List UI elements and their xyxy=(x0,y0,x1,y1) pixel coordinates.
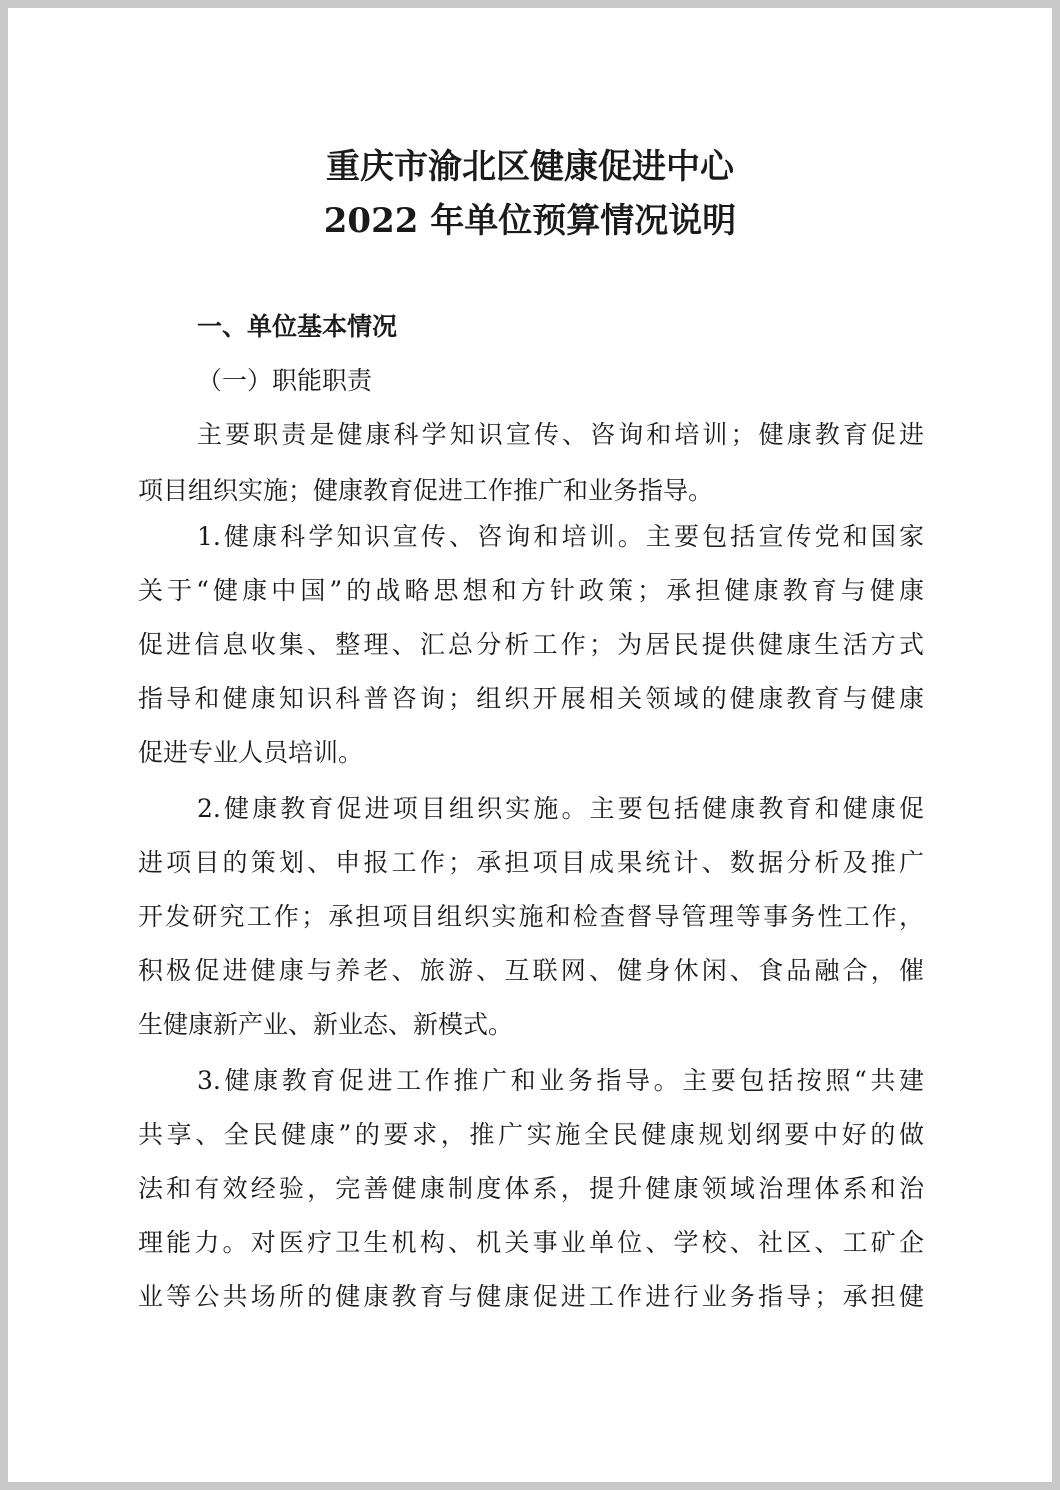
body-text-line: 开发研究工作；承担项目组织实施和检查督导管理等事务性工作， xyxy=(138,902,924,931)
body-text-line: 促进信息收集、整理、汇总分析工作；为居民提供健康生活方式 xyxy=(138,630,924,659)
body-text-line: 生健康新产业、新业态、新模式。 xyxy=(138,1010,514,1039)
subsection-heading: （一）职能职责 xyxy=(197,366,373,395)
body-text-line: 关于“健康中国”的战略思想和方针政策；承担健康教育与健康 xyxy=(138,576,924,605)
document-title-line2: 2022 年单位预算情况说明 xyxy=(323,201,737,241)
body-text-line: 理能力。对医疗卫生机构、机关事业单位、学校、社区、工矿企 xyxy=(138,1228,924,1257)
body-text-line: 法和有效经验，完善健康制度体系，提升健康领域治理体系和治 xyxy=(138,1174,924,1203)
body-text-line: 1.健康科学知识宣传、咨询和培训。主要包括宣传党和国家 xyxy=(197,522,924,551)
body-text-line: 3.健康教育促进工作推广和业务指导。主要包括按照“共建 xyxy=(197,1066,924,1095)
body-text-line: 业等公共场所的健康教育与健康促进工作进行业务指导；承担健 xyxy=(138,1282,924,1311)
body-text-line: 共享、全民健康”的要求，推广实施全民健康规划纲要中好的做 xyxy=(138,1120,924,1149)
body-text-line: 项目组织实施；健康教育促进工作推广和业务指导。 xyxy=(138,476,714,505)
document-title-line1: 重庆市渝北区健康促进中心 xyxy=(326,147,734,187)
body-text-line: 主要职责是健康科学知识宣传、咨询和培训；健康教育促进 xyxy=(197,420,924,449)
body-text-line: 积极促进健康与养老、旅游、互联网、健身休闲、食品融合，催 xyxy=(138,956,924,985)
body-text-line: 2.健康教育促进项目组织实施。主要包括健康教育和健康促 xyxy=(197,794,924,823)
body-text-line: 促进专业人员培训。 xyxy=(138,738,364,767)
document-page xyxy=(8,8,1052,1482)
body-text-line: 指导和健康知识科普咨询；组织开展相关领域的健康教育与健康 xyxy=(138,684,924,713)
section-heading: 一、单位基本情况 xyxy=(197,312,398,341)
body-text-line: 进项目的策划、申报工作；承担项目成果统计、数据分析及推广 xyxy=(138,848,924,877)
